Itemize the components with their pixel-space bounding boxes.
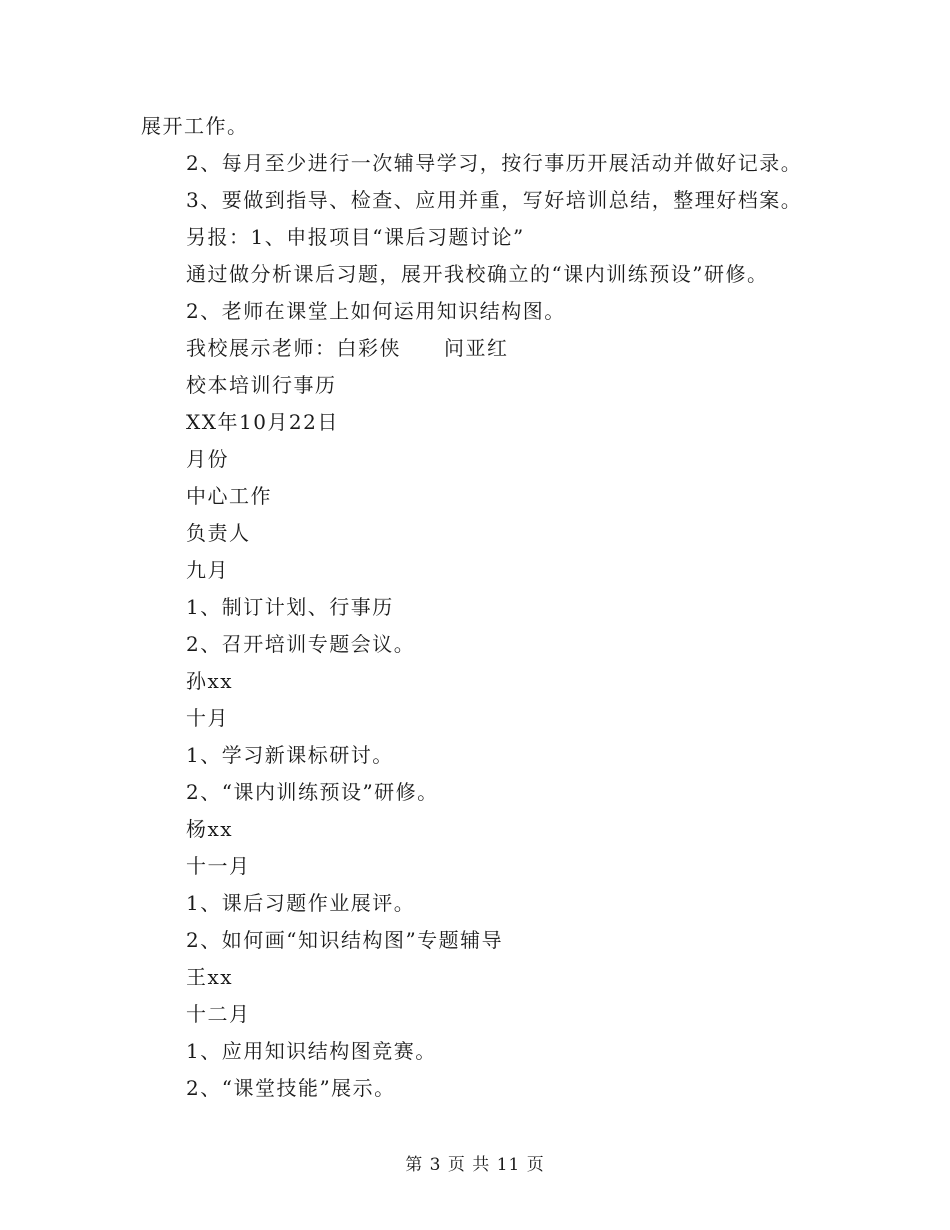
text-line: 十月: [186, 706, 229, 730]
text-line: 校本培训行事历: [186, 373, 337, 397]
text-line: 1、制订计划、行事历: [186, 595, 394, 619]
text-line: 展开工作。: [141, 114, 249, 138]
text-line: 九月: [186, 558, 229, 582]
text-line: 中心工作: [186, 484, 272, 508]
text-line: 十二月: [186, 1002, 251, 1026]
text-line: 2、“课内训练预设”研修。: [186, 780, 439, 804]
text-line: 通过做分析课后习题，展开我校确立的“课内训练预设”研修。: [186, 262, 769, 286]
text-line: 1、课后习题作业展评。: [186, 891, 416, 915]
text-line: XX年10月22日: [186, 410, 339, 434]
text-line: 3、要做到指导、检查、应用并重，写好培训总结，整理好档案。: [186, 188, 803, 212]
text-line: 月份: [186, 447, 229, 471]
page-footer: 第 3 页 共 11 页: [405, 1155, 545, 1175]
text-line: 1、应用知识结构图竞赛。: [186, 1039, 437, 1063]
text-line: 我校展示老师：白彩侠 问亚红: [186, 336, 509, 360]
text-line: 负责人: [186, 521, 251, 545]
text-line: 1、学习新课标研讨。: [186, 743, 394, 767]
text-line: 另报：1、申报项目“课后习题讨论”: [186, 225, 525, 249]
text-line: 杨xx: [186, 817, 234, 841]
text-line: 2、召开培训专题会议。: [186, 632, 416, 656]
text-line: 孙xx: [186, 669, 234, 693]
text-line: 王xx: [186, 965, 234, 989]
text-line: 2、每月至少进行一次辅导学习，按行事历开展活动并做好记录。: [186, 151, 803, 175]
text-line: 2、如何画“知识结构图”专题辅导: [186, 928, 504, 952]
text-line: 2、老师在课堂上如何运用知识结构图。: [186, 299, 566, 323]
text-line: 十一月: [186, 854, 251, 878]
text-line: 2、“课堂技能”展示。: [186, 1076, 396, 1100]
